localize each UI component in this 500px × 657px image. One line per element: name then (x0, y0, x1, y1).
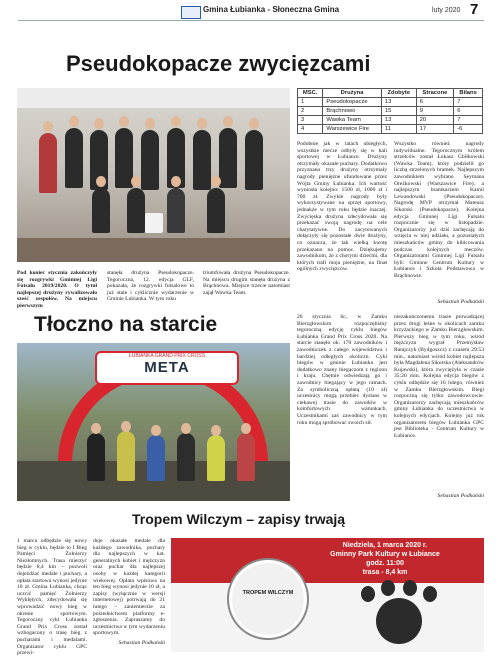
table-row: 2 Brąchnowo 15 9 6 (298, 107, 483, 116)
table-row: 1 Pseudokopacze 13 6 7 (298, 98, 483, 107)
event-poster (171, 538, 484, 652)
poster-date: Niedziela, 1 marca 2020 r. (342, 542, 428, 549)
page-number: 7 (470, 1, 479, 18)
header-title: Gmina Łubianka - Słoneczna Gmina (203, 5, 340, 14)
article3-col2: duje okazałe medale dla każdego zawodnika, puchary dla najlepszych w kat. generalnych kobiet i mężczyzn oraz puchar dla najlepszej osoby w każdej kategorii wiekowej. Opłata wpisowa na ten bieg wynosi jedynie 10 zł, a zapisy (wyłącznie w wersji internetowej) potrwają do 21 lutego – zaniemierzie za pośrednictwem platformy e-zgłoszenia. Zapraszamy do uczestnictwa w tym wydarzeniu sportowym. (93, 538, 165, 637)
finish-banner: ŁUBIANKA GRAND PRIX CROSS META (95, 351, 239, 385)
article2-col2: niezakończonemu trasie prowadzącej przez drogi leśne w okolicach zamku krzyżackiego w Zamku Bierzgłowskim. Pierwszy bieg w tym roku, wśród mężczyzn wygrał Przemysław Ratajczyk (Bydgoszcz) z czasem 29:53 min., natomiast wśród kobiet najlepsza była Magdalena Sikorska (Aleksandrów Kujawski), która zwyciężyła w czasie 35:20 min. Kolejna edycja biegów z cyklu odbędzie się 16 lutego, również w Zamku Bierzgłowskim. Biegi rozpoczną się tylko zawodowcowie. Organizatorzy zachęcają mieszkańców gminy Łubianka do uczestnictwa w kolejnych edycjach. Kolejny już rok organizatorem biegów Łubianka GPC jest Biblioteka - Centrum Kultury w Łubiance. (394, 314, 484, 439)
article2-signature: Sebastian Podkański (437, 493, 484, 499)
poster-time: godz. 11:00 (366, 560, 404, 567)
table-row: 4 Warszewice Fire 11 17 -6 (298, 125, 483, 134)
table-header: Bilans (454, 89, 483, 98)
poster-venue: Gminny Park Kultury w Łubiance (330, 551, 440, 558)
paw-print-icon (376, 598, 422, 644)
article2-title: Tłoczno na starcie (34, 313, 218, 336)
race-start-photo (17, 343, 290, 501)
article1-col4: Podobnie jak w latach ubiegłych, wszystkie mecze odbyły się w hali sportowej w Łubiance. Drużyny otrzymały okazałe puchary. Dodatkowo przyznano trzy drużyny otrzymały nagrody pieniężne ufundowane przez Wójta Gminy Łubianka. Ich wartość wyniosła kolejno: 1500 zł, 1000 zł i 700 zł. Zwykle nagrody były wykorzystywane na sprzęt sportowy, jednakże w tym roku będzie inaczej. Zwycięska drużyna zdecydowała się przekazać swoją nagrodę na cele charytatywne. Do zacytowanych dołączyły się pozostałe dwie drużyny, co oznacza, że tak wielką kwotę przekazano na pomoc. Dziękujemy zawodnikom, że z chorymi dziećmi, dla których trafi moja pieniężne, na finał ogólnych zwycięzców. (297, 141, 387, 273)
article1-col2: stanęła drużyna Pseudokopacze. Tegoroczna, 12. edycja GLF, pokazała, że rozgrywki futsalowe to już stale i cyklicznie wydarzenie w Gminie Łubianka. W tym roku (107, 270, 194, 303)
league-table (297, 88, 483, 134)
table-header: Zdobyte (381, 89, 416, 98)
article3-col1: 1 marca odbędzie się nowy bieg w cyklu, będzie to I Bieg Pamięci Żołnierzy Niezłomnych. Trasa mierzyć będzie 8,4 km – pozwoli dojeżdżać medale i puchary, a opłata startowa wynosi jedynie 10 zł. Gmina Łubianka, chcąc uczcić pamięć Żołnierzy Wyklętych, zdecydowała się wprowadzić nowy bieg w okresie sportowym. Tegoroczny cykl Łubianka Grand Prix Cross został wzbogacony o trasę bieg z pucharami i medalami. Organizator cyklu GPC przewi- (17, 538, 87, 657)
article1-col5: Wszystko również nagrody indywidualne. Tegorocznym królem strzelców został Łukasz Gbiłkowski (Wawka Team), który podzielił go liczbą strzelonych bramek. Najlepszym zawodnikiem wybrano Seymana Oreżkowski (Warszawice Fire), a najlepszym bramkarzem Kamil Lewandowski (Pseudokopacze). Nagrodę MVP otrzymał Mateusz Sikorski (Pseudokopacze). Kolejna edycja Gminnej Ligi Futsalu rozpocznie się w listopadzie. Organizatorzy już dziś zachęcają do wzięcia w niej udziału, a pozostałych mieszkańców gminy do kibicowania podczas kolejnych meczów. Organizatorami Gminnej Ligi Futsalu byli: Gminne Centrum Kultury w Łubiance i Szkoła Podstawowa w Brąchnowie. (394, 141, 484, 279)
table-row: 3 Wawka Team 13 20 7 (298, 116, 483, 125)
table-header: Stracone (416, 89, 454, 98)
table-header: Drużyna (323, 89, 382, 98)
table-header: MSC. (298, 89, 323, 98)
article1-signature: Sebastian Podkański (437, 299, 484, 305)
article1-caption: Pod koniec stycznia zakończyły się rozgrywki Gminnej Ligi Futsalu 2019/2020. O tytuł najlepszej drużyny rywalizowało sześć zespołów. Na miejscu pierwszym (17, 270, 97, 309)
team-photo (17, 88, 290, 262)
tropem-wilczym-logo: TROPEM WILCZYM (229, 560, 307, 638)
article1-col3: triumfowała drużyna Pseudokopacze. Na miejscu drugim stanęła drużyna z Brąchnowa. Miejsce trzecie natomiast zajął Wawka Team. (203, 270, 290, 296)
header-date: luty 2020 (432, 7, 461, 14)
article3-signature: Sebastian Podkański (118, 640, 165, 646)
poster-distance: trasa - 8,4 km (362, 569, 408, 576)
article3-title: Tropem Wilczym – zapisy trwają (132, 511, 346, 527)
gmina-logo (181, 6, 201, 19)
header-divider (18, 20, 484, 21)
article2-col1: 26 stycznia br., w Zamku Bierzgłowskim rozpoczęliśmy tegoroczną edycję cyklu biegów Łubianka Grand Prix Cross 2020. Na starcie stanęło ok. 170 zawodników i zawodniczek z całego województwa i bardziej odległych okoliczn. Cykl biegów w gminie Łubianka jest dodatkowo znany biegaczom z regionu i kraju. Chętnie odwiedzają go i zawodnicy biegający w jego ramach. Za symboliczną opłatą (10 zł) uczestnicy mogą przebiec dystans w ciekawej trasie do zawodów w komfortowych warunkach. Uczestnikami zaś zawodnicy w tym roku mogą spróbować swoich sił. (297, 314, 387, 426)
article1-title: Pseudokopacze zwycięzcami (66, 51, 371, 76)
